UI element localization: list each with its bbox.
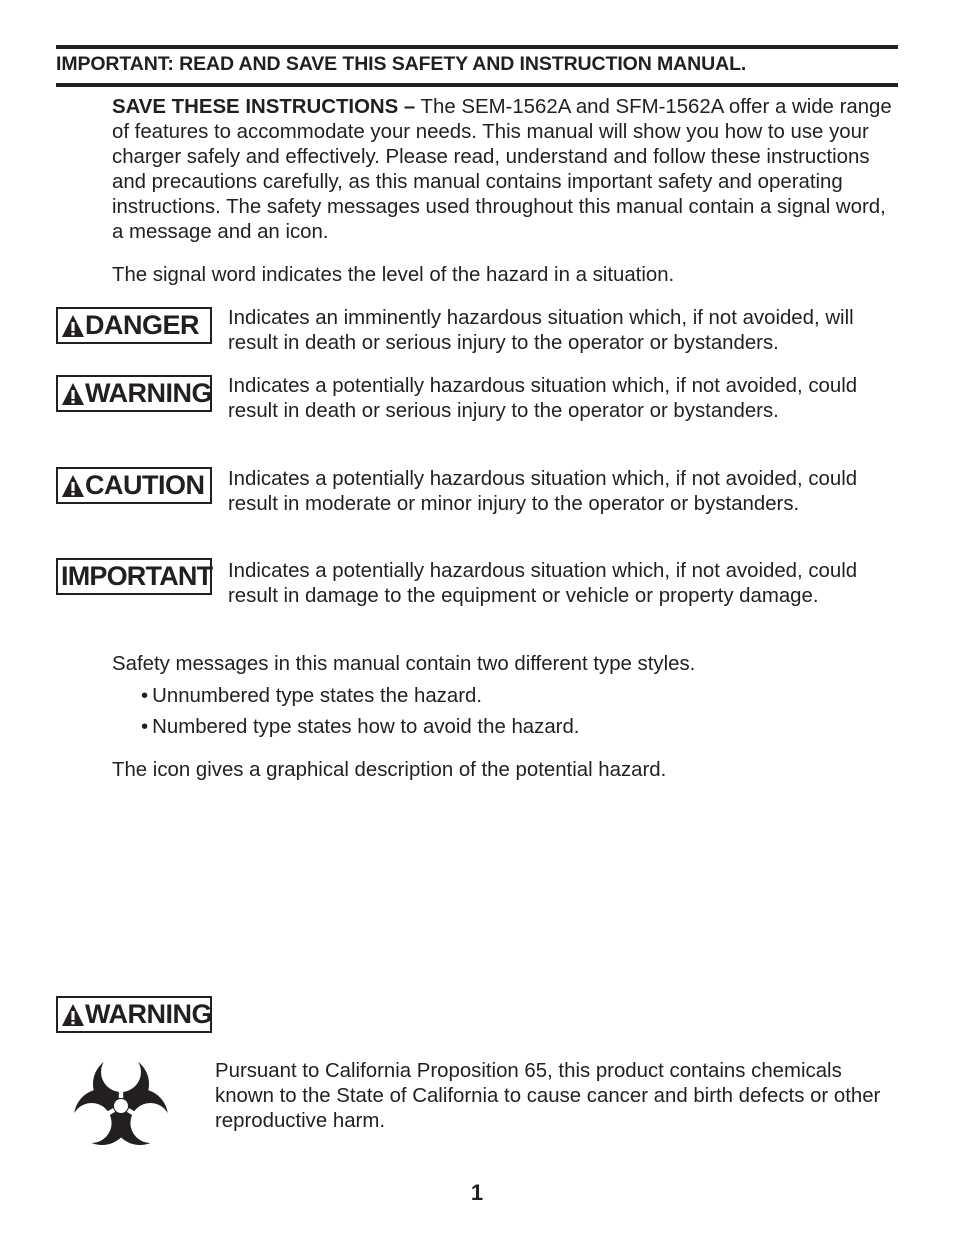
important-signal-word: IMPORTANT — [61, 561, 213, 591]
danger-signal-word: DANGER — [85, 310, 200, 340]
warning-triangle-icon — [61, 314, 85, 338]
caution-signal-word: CAUTION — [85, 470, 205, 500]
manual-header-title: IMPORTANT: READ AND SAVE THIS SAFETY AND INSTRUCTION MANUAL. — [56, 53, 747, 75]
icon-description: The icon gives a graphical description of the potential hazard. — [112, 759, 667, 781]
header-rule-top — [56, 45, 898, 49]
important-signal-box — [56, 558, 212, 595]
list-item-text: Unnumbered type states the hazard. — [152, 685, 482, 707]
list-item-text: Numbered type states how to avoid the hazard. — [152, 716, 580, 738]
header-rule-bottom — [56, 83, 898, 87]
prop65-warning-text: Pursuant to California Proposition 65, this product contains chemicals known to the State of California to cause cancer and birth defects or other reproductive harm. — [215, 1060, 881, 1132]
intro-paragraph — [112, 95, 902, 245]
warning-signal-box — [56, 375, 212, 412]
prop65-warning-word: WARNING — [85, 999, 212, 1029]
caution-signal-box — [56, 467, 212, 504]
important-description: Indicates a potentially hazardous situation which, if not avoided, could result in damage to the equipment or vehicle or property damage. — [228, 560, 858, 607]
warning-signal-word: WARNING — [85, 378, 212, 408]
warning-description: Indicates a potentially hazardous situation which, if not avoided, could result in death or serious injury to the operator or bystanders. — [228, 375, 858, 422]
list-item — [141, 684, 482, 709]
danger-signal-box — [56, 307, 212, 344]
warning-triangle-icon — [61, 474, 85, 498]
biohazard-icon — [66, 1044, 176, 1174]
intro-body: The SEM-1562A and SFM-1562A offer a wide range of features to accommodate your needs. This manual will show you how to use your charger safely and effectively. Please read, understand and follow these instructions and precautions carefully, as this manual contains important safety and operating instructions. The safety messages used throughout this manual contain a signal word, a message and an icon. — [112, 96, 892, 243]
intro-lead: SAVE THESE INSTRUCTIONS – — [112, 96, 416, 118]
list-item — [141, 715, 579, 740]
prop65-warning-signal-box — [56, 996, 212, 1033]
caution-description: Indicates a potentially hazardous situation which, if not avoided, could result in moderate or minor injury to the operator or bystanders. — [228, 468, 858, 515]
signal-word-intro: The signal word indicates the level of the hazard in a situation. — [112, 264, 675, 286]
warning-triangle-icon — [61, 382, 85, 406]
page-number: 1 — [470, 1180, 484, 1205]
warning-triangle-icon — [61, 1003, 85, 1027]
danger-description: Indicates an imminently hazardous situation which, if not avoided, will result in death or serious injury to the operator or bystanders. — [228, 307, 854, 354]
bullet-dot: • — [141, 716, 149, 738]
bullet-dot: • — [141, 685, 149, 707]
type-styles-intro: Safety messages in this manual contain two different type styles. — [112, 653, 696, 675]
